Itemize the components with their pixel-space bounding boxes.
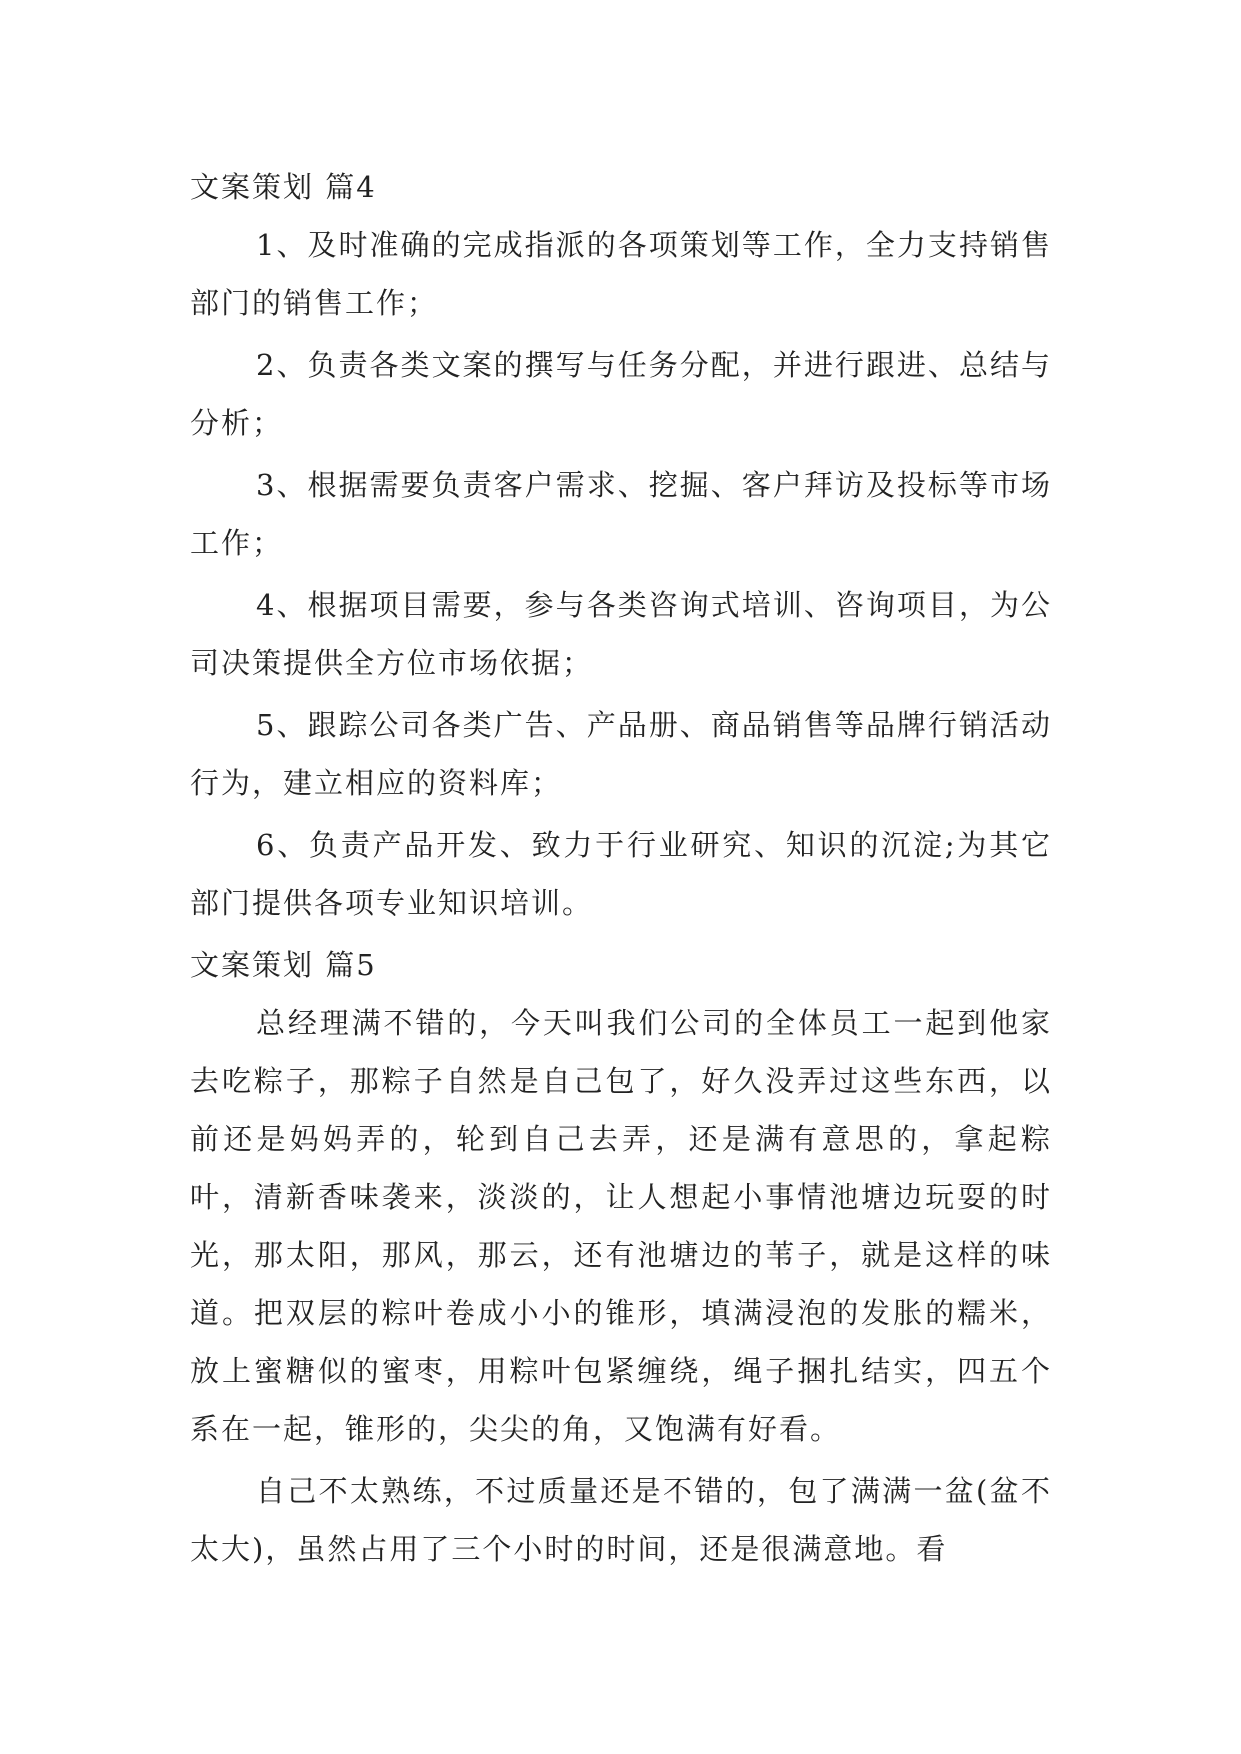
paragraph: 总经理满不错的，今天叫我们公司的全体员工一起到他家去吃粽子，那粽子自然是自己包了，好久没弄过这些东西，以前还是妈妈弄的，轮到自己去弄，还是满有意思的，拿起粽叶，清新香味袭来，淡淡的，让人想起小事情池塘边玩耍的时光，那太阳，那风，那云，还有池塘边的苇子，就是这样的味道。把双层的粽叶卷成小小的锥形，填满浸泡的发胀的糯米，放上蜜糖似的蜜枣，用粽叶包紧缠绕，绳子捆扎结实，四五个系在一起，锥形的，尖尖的角，又饱满有好看。 <box>190 1006 1052 1446</box>
paragraph: 4、根据项目需要，参与各类咨询式培训、咨询项目，为公司决策提供全方位市场依据； <box>190 588 1052 680</box>
paragraph: 自己不太熟练，不过质量还是不错的，包了满满一盆(盆不太大)，虽然占用了三个小时的时间，还是很满意地。看 <box>190 1474 1052 1566</box>
section-title: 文案策划 篇5 <box>190 948 377 982</box>
section-title: 文案策划 篇4 <box>190 170 377 204</box>
document-body <box>190 158 1052 1582</box>
paragraph: 3、根据需要负责客户需求、挖掘、客户拜访及投标等市场工作； <box>190 468 1052 560</box>
paragraph: 2、负责各类文案的撰写与任务分配，并进行跟进、总结与分析； <box>190 348 1052 440</box>
paragraph: 1、及时准确的完成指派的各项策划等工作，全力支持销售部门的销售工作； <box>190 228 1052 320</box>
paragraph: 6、负责产品开发、致力于行业研究、知识的沉淀;为其它部门提供各项专业知识培训。 <box>190 828 1052 920</box>
paragraph: 5、跟踪公司各类广告、产品册、商品销售等品牌行销活动行为，建立相应的资料库； <box>190 708 1052 800</box>
